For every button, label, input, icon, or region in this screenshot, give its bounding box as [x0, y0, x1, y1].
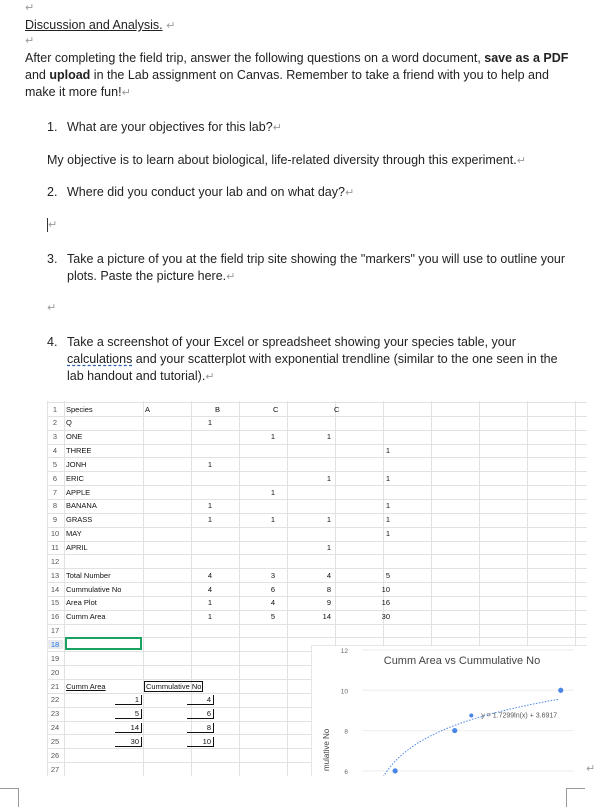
grid-row-line [47, 624, 587, 625]
summary-value: 4 [270, 598, 275, 608]
species-name: MAY [66, 529, 82, 539]
trendline [383, 699, 559, 776]
species-count-cell: 1 [207, 459, 212, 469]
species-name: Q [66, 418, 72, 428]
species-count-cell: 1 [385, 515, 390, 525]
question-1-text: What are your objectives for this lab? [67, 120, 273, 134]
row-number: 15 [50, 598, 60, 608]
species-name: ONE [66, 432, 83, 442]
row-number: 8 [52, 501, 58, 511]
summary-value: 4 [207, 584, 212, 594]
species-count-cell: 1 [207, 418, 212, 428]
paragraph-mark: ↵ [25, 2, 35, 14]
question-3 [67, 251, 567, 286]
grid-row-line [47, 471, 587, 472]
cumm-area-value: 1 [115, 695, 142, 705]
row-number: 3 [52, 432, 58, 442]
row-number: 27 [50, 764, 60, 774]
question-4-text-b: calculations [67, 352, 133, 366]
grid-row-line [47, 457, 587, 458]
question-2 [67, 184, 354, 202]
paragraph-mark: ↵ [47, 302, 57, 314]
row-number: 1 [52, 404, 58, 414]
grid-row-line [47, 596, 587, 597]
question-3-number: 3. [47, 252, 58, 266]
answer-1 [47, 152, 526, 170]
intro-text-2: and [25, 68, 50, 82]
row-number: 10 [50, 529, 60, 539]
answer-1-text: My objective is to learn about biological, life-related diversity through this experiment. [47, 153, 517, 167]
species-name: THREE [66, 446, 92, 456]
grid-row-line [47, 513, 587, 514]
grid-row-line [47, 527, 587, 528]
column-header-a: A [145, 404, 151, 414]
species-count-cell: 1 [326, 432, 331, 442]
grid-row-line [47, 554, 587, 555]
summary-value: 4 [326, 570, 331, 580]
chart-svg [312, 646, 587, 776]
intro-paragraph [25, 50, 570, 102]
summary-value: 1 [207, 612, 212, 622]
species-count-cell: 1 [385, 501, 390, 511]
question-4 [67, 334, 567, 386]
summary-value: 5 [270, 612, 275, 622]
grid-row-line [47, 568, 587, 569]
summary-value: 6 [270, 584, 275, 594]
grid-row-line [47, 541, 587, 542]
page-corner-left [0, 788, 19, 807]
row-number: 2 [52, 418, 58, 428]
cumm-table-header-number: Cummulative No [146, 681, 202, 691]
species-name: APPLE [66, 487, 91, 497]
question-4-text-a: Take a screenshot of your Excel or spreadsheet showing your species table, your [67, 335, 516, 349]
grid-row-line [47, 416, 587, 417]
species-count-cell: 1 [207, 515, 212, 525]
cumm-number-value: 10 [187, 737, 214, 747]
row-number: 12 [50, 556, 60, 566]
paragraph-mark: ↵ [226, 271, 236, 283]
row-number: 6 [52, 473, 58, 483]
y-tick-label: 10 [340, 688, 348, 696]
row-number: 26 [50, 750, 60, 760]
species-count-cell: 1 [326, 543, 331, 552]
species-count-cell: 1 [385, 473, 390, 483]
summary-value: 5 [385, 570, 390, 580]
trendline-equation: y = 1.7299ln(x) + 3.6917 [481, 712, 558, 720]
summary-value: 10 [381, 584, 390, 594]
summary-value: 4 [207, 570, 212, 580]
cumm-area-value: 14 [115, 723, 142, 733]
question-3-text: Take a picture of you at the field trip site showing the "markers" you will use to outline your plots. Paste the picture here. [67, 252, 566, 283]
row-number: 9 [52, 515, 58, 525]
row-number: 13 [50, 570, 60, 580]
species-count-cell: 1 [270, 515, 275, 525]
spreadsheet-screenshot [47, 401, 587, 776]
question-2-text: Where did you conduct your lab and on what day? [67, 185, 345, 199]
paragraph-mark: ↵ [166, 20, 176, 32]
selected-cell[interactable] [65, 637, 142, 650]
intro-text-1: After completing the field trip, answer the following questions on a word document, [25, 51, 485, 65]
data-point [558, 688, 563, 693]
intro-bold-1: save as a PDF [484, 51, 569, 65]
paragraph-mark: ↵ [272, 122, 282, 134]
grid-row-line [47, 430, 587, 431]
y-tick-label: 8 [344, 728, 348, 736]
chart-trendline-group [383, 699, 559, 776]
cumm-number-value: 6 [187, 709, 214, 719]
chart-title: Cumm Area vs Cummulative No [383, 655, 541, 667]
page-corner-right [566, 788, 585, 807]
species-count-cell: 1 [326, 473, 331, 483]
row-number: 4 [52, 446, 58, 456]
chart-ticks [341, 648, 349, 776]
row-number: 5 [52, 459, 58, 469]
grid-row-line [47, 499, 587, 500]
paragraph-mark: ↵ [344, 187, 355, 199]
question-1-number: 1. [47, 120, 58, 134]
species-name: BANANA [66, 501, 97, 511]
intro-bold-2: upload [49, 68, 91, 82]
row-number: 25 [50, 736, 60, 746]
grid-row-line [47, 610, 587, 611]
row-number: 23 [50, 709, 60, 719]
column-header-species: Species [66, 404, 93, 414]
grid-row-line [47, 402, 587, 403]
row-number: 24 [50, 723, 60, 733]
paragraph-mark: ↵ [121, 87, 131, 99]
row-number: 7 [52, 487, 58, 497]
summary-label: Cumm Area [66, 612, 106, 622]
summary-label: Total Number [66, 570, 111, 580]
species-name: ERIC [66, 473, 84, 483]
summary-value: 14 [322, 612, 331, 622]
paragraph-mark: ↵ [516, 155, 526, 167]
species-count-cell: 1 [385, 446, 390, 456]
question-4-number: 4. [47, 335, 58, 349]
grid-row-line [47, 444, 587, 445]
summary-value: 3 [270, 570, 275, 580]
grid-row-line [47, 582, 587, 583]
summary-value: 9 [326, 598, 331, 608]
row-number: 20 [50, 667, 60, 677]
species-name: GRASS [66, 515, 93, 525]
row-number: 18 [47, 640, 63, 649]
cumm-number-value: 4 [187, 695, 214, 705]
row-number: 22 [50, 695, 60, 705]
column-header-c2: C [334, 404, 340, 414]
data-point [393, 768, 398, 773]
cumm-area-value: 30 [115, 737, 142, 747]
species-count-cell: 1 [207, 501, 212, 511]
column-header-b: B [215, 404, 221, 414]
cumm-number-value: 8 [187, 723, 214, 733]
grid-row-line [47, 485, 587, 486]
scatter-chart [311, 645, 587, 776]
row-number: 16 [50, 612, 60, 622]
summary-label: Cummulative No [66, 584, 122, 594]
question-4-text-c: and your scatterplot with exponential trendline (similar to the one seen in the lab handout and tutorial). [67, 352, 558, 383]
species-count-cell: 1 [270, 487, 275, 497]
paragraph-mark: ↵ [586, 763, 596, 775]
paragraph-mark: ↵ [205, 371, 215, 383]
chart-y-axis-label: mulative No [322, 728, 331, 771]
column-header-c: C [273, 404, 279, 414]
y-tick-label: 6 [344, 768, 348, 776]
row-number: 14 [50, 584, 60, 594]
paragraph-mark: ↵ [48, 219, 58, 231]
summary-value: 30 [381, 612, 390, 622]
summary-value: 16 [381, 598, 390, 608]
cumm-table-header-area: Cumm Area [66, 681, 106, 691]
summary-label: Area Plot [66, 598, 97, 608]
y-tick-label: 12 [340, 648, 348, 655]
species-count-cell: 1 [326, 515, 331, 525]
intro-text-3: in the Lab assignment on Canvas. Remember to take a friend with you to help and make it more fun! [25, 68, 549, 99]
question-2-number: 2. [47, 185, 58, 199]
question-1 [67, 119, 282, 137]
data-point [452, 728, 457, 733]
heading-line [25, 17, 175, 35]
row-number: 17 [50, 626, 60, 636]
heading: Discussion and Analysis. [25, 18, 163, 32]
row-number: 11 [51, 543, 59, 552]
summary-value: 1 [207, 598, 212, 608]
equation-marker [469, 713, 473, 717]
species-count-cell: 1 [385, 529, 390, 539]
row-number: 19 [50, 653, 60, 663]
species-name: JONH [66, 459, 87, 469]
species-name: APRIL [66, 543, 88, 552]
row-number: 21 [50, 681, 60, 691]
cumm-area-value: 5 [115, 709, 142, 719]
paragraph-mark: ↵ [25, 35, 35, 47]
species-count-cell: 1 [270, 432, 275, 442]
chart-gridlines [362, 650, 574, 771]
summary-value: 8 [326, 584, 331, 594]
